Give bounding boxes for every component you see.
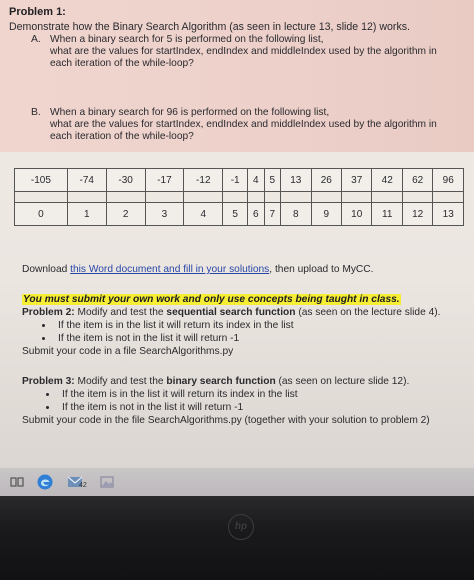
problem3-bullet2: If the item is not in the list it will return -1 bbox=[62, 402, 244, 413]
word-document-link[interactable]: this Word document and fill in your solutions bbox=[70, 264, 270, 275]
index-cell: 0 bbox=[15, 203, 68, 226]
value-cell: 42 bbox=[372, 169, 402, 192]
problem3-heading bbox=[22, 376, 409, 388]
index-cell: 1 bbox=[67, 203, 106, 226]
value-cell: 13 bbox=[281, 169, 311, 192]
problem2-submit: Submit your code in a file SearchAlgorithms.py bbox=[22, 346, 234, 357]
value-cell: 62 bbox=[402, 169, 432, 192]
value-cell: -74 bbox=[67, 169, 106, 192]
value-cell: -30 bbox=[106, 169, 145, 192]
bullet-icon bbox=[42, 337, 45, 340]
index-cell: 7 bbox=[264, 203, 280, 226]
partB-letter: B. bbox=[31, 107, 41, 118]
partA-line1: When a binary search for 5 is performed on the following list, bbox=[50, 34, 324, 45]
spacer-row bbox=[15, 192, 464, 203]
partB-line3: each iteration of the while-loop? bbox=[50, 131, 194, 142]
download-line bbox=[22, 264, 373, 276]
bullet-icon bbox=[46, 406, 49, 409]
partA-line2: what are the values for startIndex, endIndex and middleIndex used by the algorithm in bbox=[50, 46, 437, 57]
problem1-intro: Demonstrate how the Binary Search Algorithm (as seen in lecture 13, slide 12) works. bbox=[9, 21, 410, 33]
problem2-heading bbox=[22, 307, 440, 319]
index-cell: 2 bbox=[106, 203, 145, 226]
problem3-text-after: (as seen on lecture slide 12). bbox=[275, 376, 410, 387]
index-cell: 4 bbox=[184, 203, 223, 226]
index-cell: 12 bbox=[402, 203, 432, 226]
monitor-bezel bbox=[0, 496, 474, 580]
taskbar bbox=[0, 468, 474, 496]
notice-line bbox=[22, 294, 401, 306]
partB-line1: When a binary search for 96 is performed on the following list, bbox=[50, 107, 330, 118]
bullet-icon bbox=[42, 324, 45, 327]
indexes-row bbox=[15, 203, 464, 226]
value-cell: 5 bbox=[264, 169, 280, 192]
partB-line2: what are the values for startIndex, endIndex and middleIndex used by the algorithm in bbox=[50, 119, 437, 130]
value-cell: 96 bbox=[433, 169, 464, 192]
download-prefix: Download bbox=[22, 264, 71, 275]
problem1-title: Problem 1: bbox=[9, 6, 66, 18]
problem3-bullet1: If the item is in the list it will return its index in the list bbox=[62, 389, 298, 400]
own-work-notice: You must submit your own work and only use concepts being taught in class. bbox=[23, 294, 400, 305]
mail-icon[interactable] bbox=[66, 473, 87, 491]
edge-icon[interactable] bbox=[36, 473, 54, 491]
index-cell: 10 bbox=[342, 203, 372, 226]
problem2-bold: sequential search function bbox=[166, 307, 296, 318]
problem3-text-before: Modify and test the bbox=[74, 376, 167, 387]
index-cell: 3 bbox=[145, 203, 184, 226]
partA-letter: A. bbox=[31, 34, 41, 45]
download-suffix: , then upload to MyCC. bbox=[269, 264, 374, 275]
value-cell: -12 bbox=[184, 169, 223, 192]
index-cell: 5 bbox=[223, 203, 248, 226]
values-row bbox=[15, 169, 464, 192]
index-cell: 11 bbox=[372, 203, 402, 226]
problem3-bold: binary search function bbox=[166, 376, 276, 387]
problem2-bullet2: If the item is not in the list it will return -1 bbox=[58, 333, 240, 344]
hp-logo-icon: hp bbox=[228, 514, 254, 540]
index-cell: 13 bbox=[433, 203, 464, 226]
bullet-icon bbox=[46, 393, 49, 396]
problem3-label: Problem 3: bbox=[22, 376, 75, 387]
index-cell: 6 bbox=[248, 203, 264, 226]
problem2-label: Problem 2: bbox=[22, 307, 75, 318]
problem3-submit: Submit your code in the file SearchAlgorithms.py (together with your solution to problem 2) bbox=[22, 415, 430, 426]
mail-badge: 42 bbox=[79, 482, 87, 489]
taskview-icon[interactable] bbox=[8, 473, 26, 491]
problem2-bullet1: If the item is in the list it will return its index in the list bbox=[58, 320, 294, 331]
value-cell: 26 bbox=[311, 169, 341, 192]
problem2-text-before: Modify and test the bbox=[74, 307, 167, 318]
photos-icon[interactable] bbox=[98, 473, 116, 491]
value-cell: -1 bbox=[223, 169, 248, 192]
value-cell: -105 bbox=[15, 169, 68, 192]
search-list-table bbox=[14, 168, 464, 226]
value-cell: 37 bbox=[342, 169, 372, 192]
value-cell: 4 bbox=[248, 169, 264, 192]
index-cell: 8 bbox=[281, 203, 311, 226]
index-cell: 9 bbox=[311, 203, 341, 226]
problem2-text-after: (as seen on the lecture slide 4). bbox=[295, 307, 441, 318]
partA-line3: each iteration of the while-loop? bbox=[50, 58, 194, 69]
value-cell: -17 bbox=[145, 169, 184, 192]
